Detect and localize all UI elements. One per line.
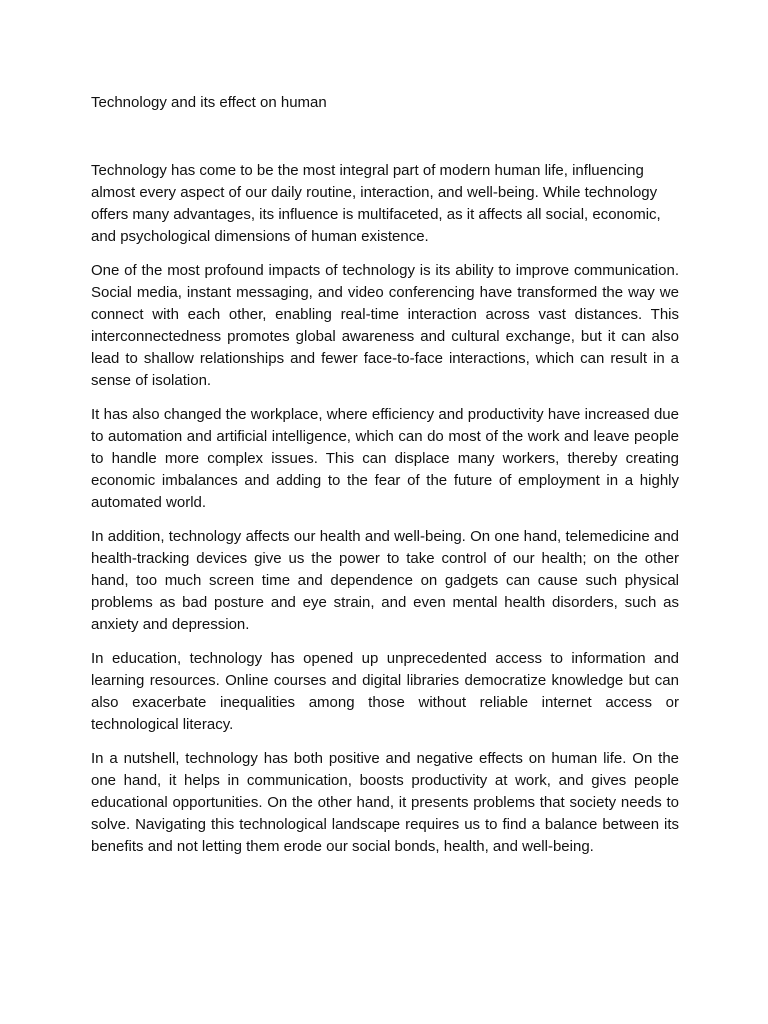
paragraph-intro: Technology has come to be the most integral part of modern human life, influencing almost every aspect of our daily routine, interaction, and well-being. While technology offers many advantages, its influence is multifaceted, as it affects all social, economic, and psychological dimensions of human existence. — [91, 162, 661, 245]
paragraph-education: In education, technology has opened up unprecedented access to information and learning resources. Online courses and digital libraries democratize knowledge but can also exacerbate inequalities among those without reliable internet access or technological literacy. — [91, 650, 679, 733]
paragraph-conclusion: In a nutshell, technology has both positive and negative effects on human life. On the one hand, it helps in communication, boosts productivity at work, and gives people educational opportunities. On the other hand, it presents problems that society needs to solve. Navigating this technological landscape requires us to find a balance between its benefits and not letting them erode our social bonds, health, and well-being. — [91, 750, 679, 855]
document-body — [91, 160, 679, 870]
paragraph-workplace: It has also changed the workplace, where efficiency and productivity have increased due to automation and artificial intelligence, which can do most of the work and leave people to handle more complex issues. This can displace many workers, thereby creating economic imbalances and adding to the fear of the future of employment in a highly automated world. — [91, 406, 679, 511]
document-title: Technology and its effect on human — [91, 94, 327, 111]
paragraph-health: In addition, technology affects our health and well-being. On one hand, telemedicine and health-tracking devices give us the power to take control of our health; on the other hand, too much screen time and dependence on gadgets can cause such physical problems as bad posture and eye strain, and even mental health disorders, such as anxiety and depression. — [91, 528, 679, 633]
paragraph-communication: One of the most profound impacts of technology is its ability to improve communication. Social media, instant messaging, and video conferencing have transformed the way we connect with each other, enabling real-time interaction across vast distances. This interconnectedness promotes global awareness and cultural exchange, but it can also lead to shallow relationships and fewer face-to-face interactions, which can result in a sense of isolation. — [91, 262, 679, 389]
